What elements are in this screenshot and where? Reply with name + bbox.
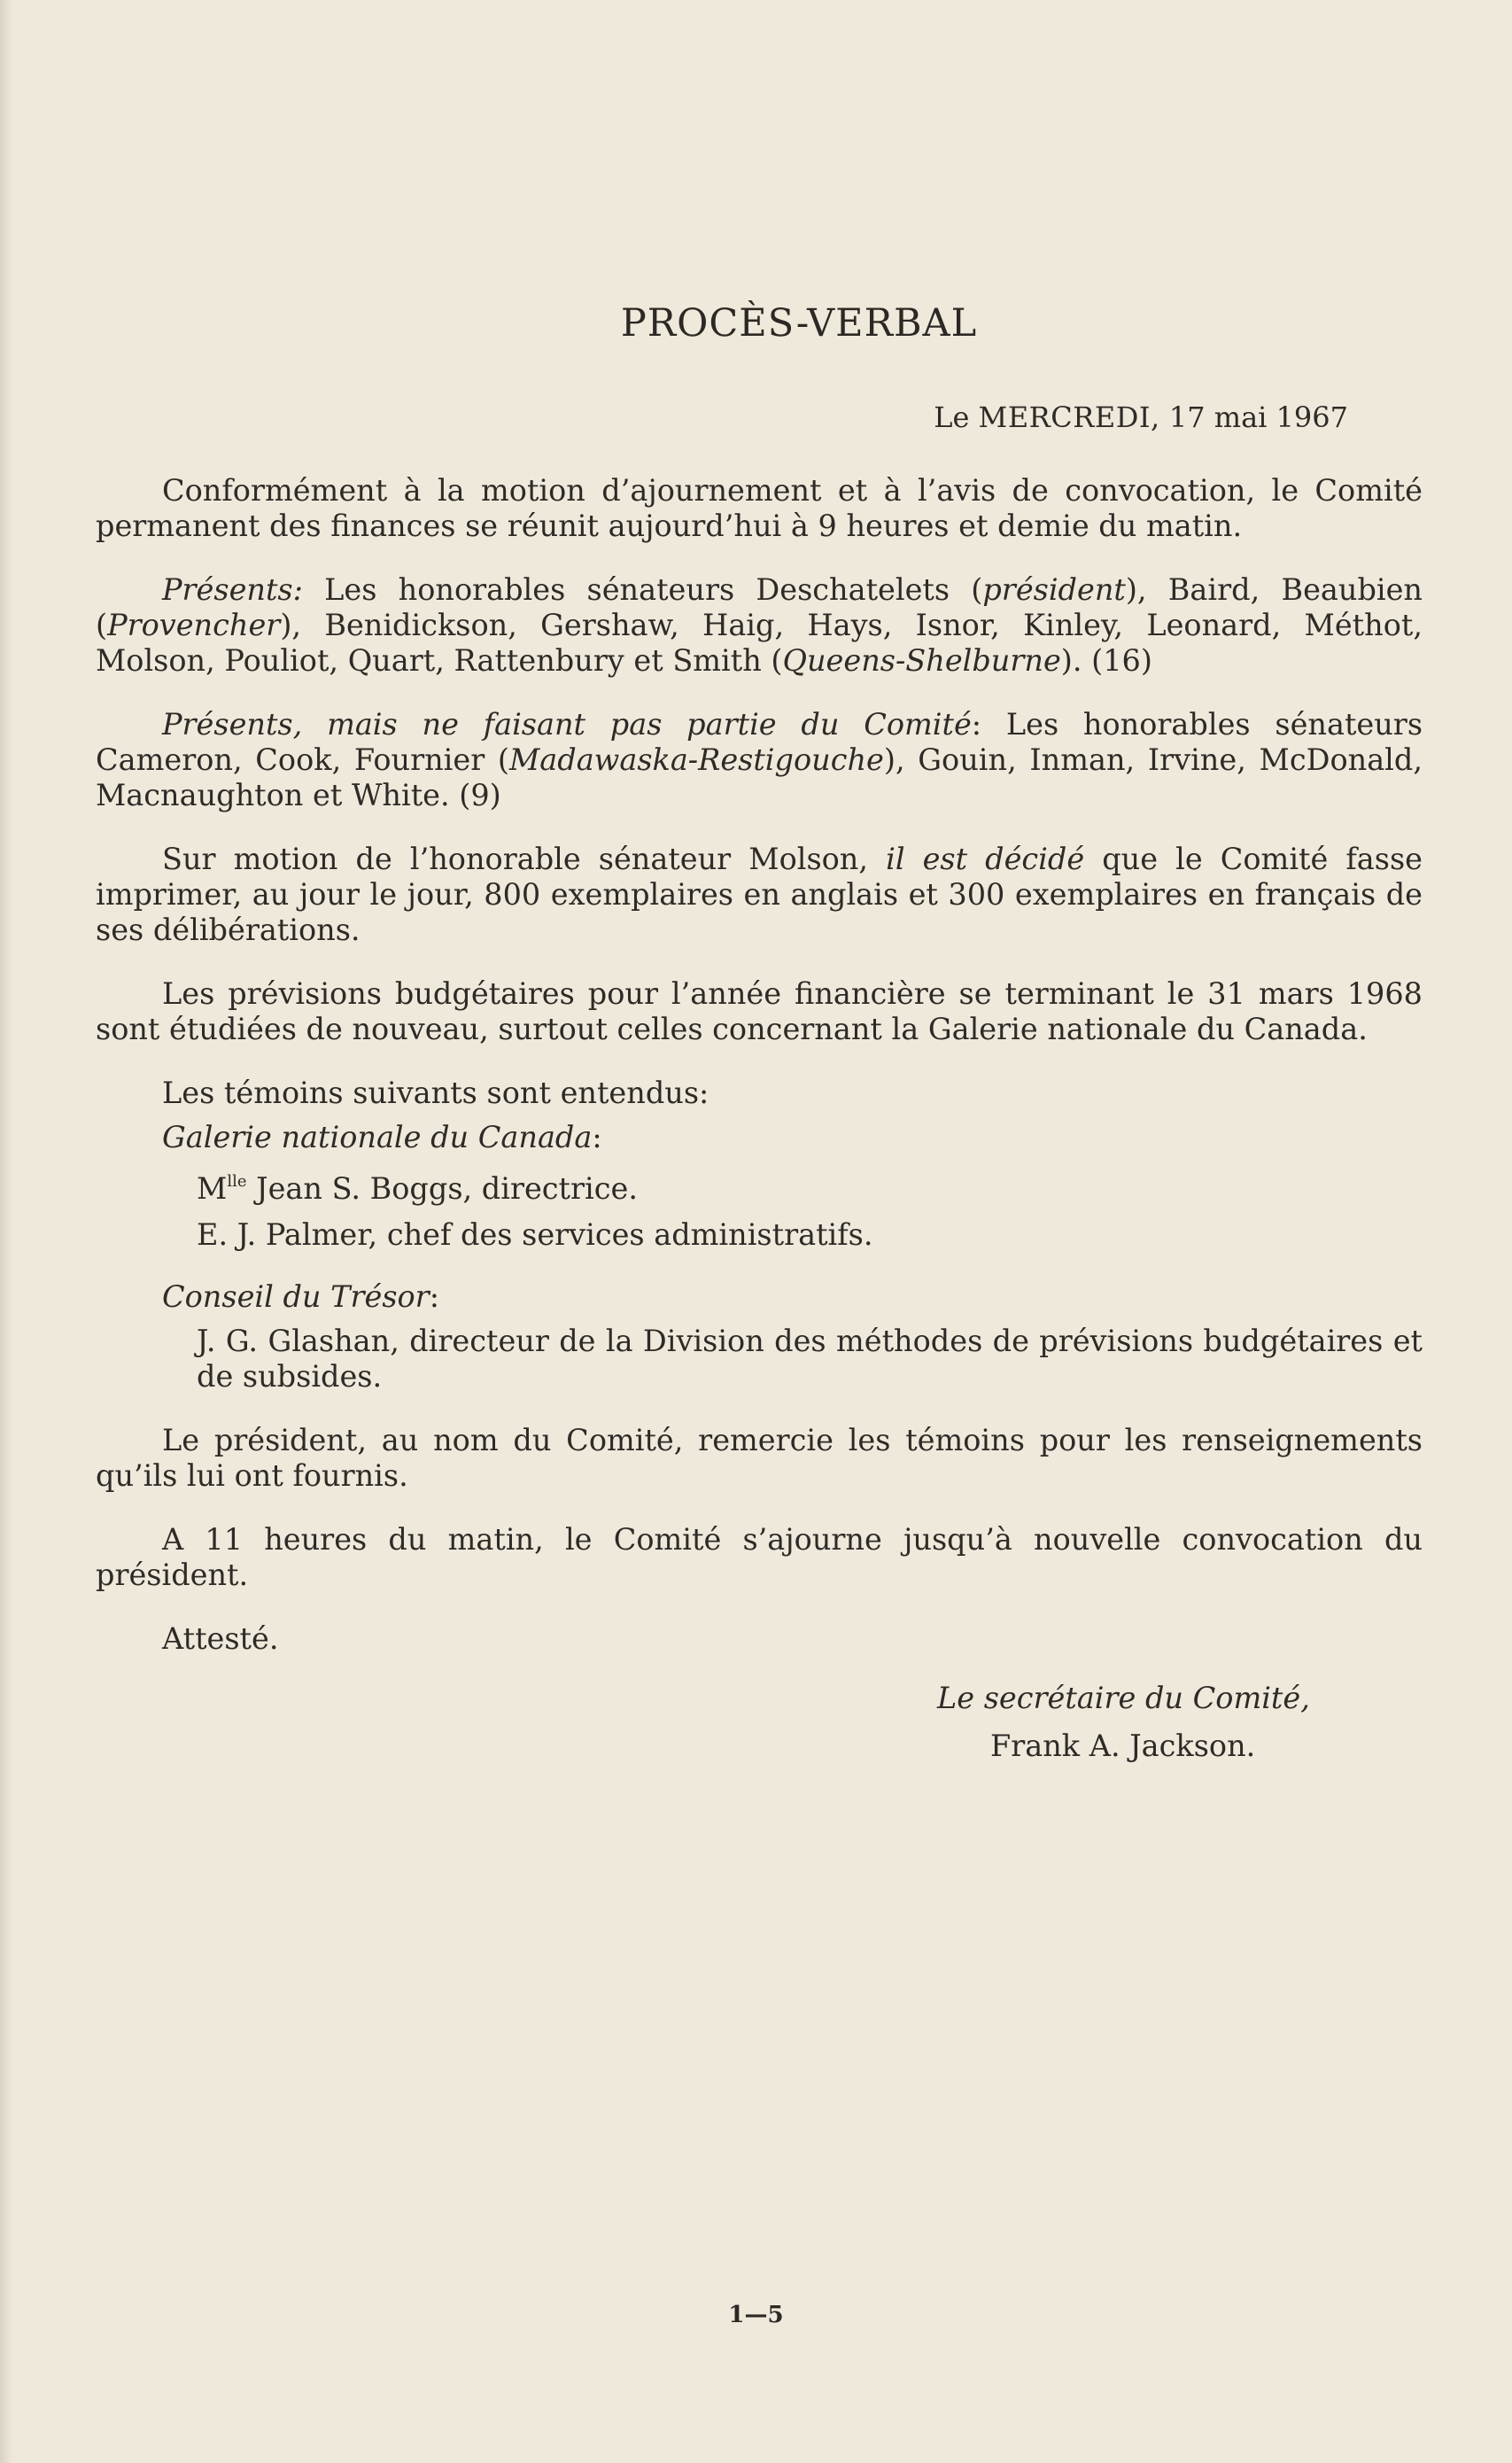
treasury-colon: : — [429, 1279, 439, 1314]
dateline-prefix: Le — [934, 400, 970, 434]
motion-decide: il est décidé — [886, 842, 1085, 876]
document-title: PROCÈS-VERBAL — [620, 301, 978, 346]
presents-text-2: ), Baird, Beaubien ( — [96, 572, 1423, 642]
treasury-label: Conseil du Trésor — [162, 1279, 430, 1314]
witness-palmer: E. J. Palmer, chef des services administratifs. — [197, 1217, 873, 1252]
paragraph-adjourn: A 11 heures du matin, le Comité s’ajourne jusqu’à nouvelle convocation du président. — [96, 1522, 1423, 1592]
gallery-colon: : — [592, 1120, 602, 1154]
treasury-heading — [162, 1279, 1423, 1315]
paragraph-nonmembers — [96, 707, 1423, 813]
presents-text-3: ), Benidickson, Gershaw, Haig, Hays, Isnor, Kinley, Leonard, Méthot, Molson, Pouliot, Quart, Rattenbury et Smith ( — [96, 608, 1423, 678]
witness-glashan: J. G. Glashan, directeur de la Division des méthodes de prévisions budgétaires et de subsides. — [197, 1324, 1423, 1394]
gallery-heading — [162, 1120, 1423, 1155]
paragraph-estimates: Les prévisions budgétaires pour l’année financière se terminant le 31 mars 1968 sont étudiées de nouveau, surtout celles concernant la Galerie nationale du Canada. — [96, 976, 1423, 1046]
presents-text-1: Les honorables sénateurs Deschatelets ( — [302, 572, 983, 607]
page-number: 1—5 — [728, 2302, 784, 2328]
motion-text-2: que le Comité fasse imprimer, au jour le jour, 800 exemplaires en anglais et 300 exemplaires en français de ses délibérations. — [96, 842, 1423, 947]
presents-queens: Queens-Shelburne — [782, 643, 1061, 678]
dateline — [96, 400, 1348, 434]
witness-boggs-prefix: M — [197, 1171, 228, 1206]
witness-boggs — [197, 1164, 1423, 1207]
dateline-date: 17 mai 1967 — [1168, 400, 1348, 434]
witness-boggs-rest: Jean S. Boggs, directrice. — [246, 1171, 638, 1206]
nonmembers-text-2: ), Gouin, Inman, Irvine, McDonald, Macnaughton et White. (9) — [96, 742, 1423, 812]
witness-boggs-sup: lle — [227, 1172, 247, 1191]
paragraph-convocation: Conformément à la motion d’ajournement et à l’avis de convocation, le Comité permanent des finances se réunit aujourd’hui à 9 heures et demie du matin. — [96, 473, 1423, 543]
presents-president: président — [982, 572, 1126, 607]
nonmembers-madawaska: Madawaska-Restigouche — [508, 742, 884, 777]
page-edge-shadow — [0, 0, 12, 2463]
presents-provencher: Provencher — [107, 608, 281, 642]
signature-name: Frank A. Jackson. — [990, 1729, 1256, 1763]
presents-label: Présents: — [162, 572, 303, 607]
presents-text-4: ). (16) — [1060, 643, 1152, 678]
paragraph-motion — [96, 842, 1423, 948]
paragraph-thanks: Le président, au nom du Comité, remercie les témoins pour les renseignements qu’ils lui ont fournis. — [96, 1423, 1423, 1493]
nonmembers-label: Présents, mais ne faisant pas partie du Comité — [162, 707, 972, 742]
signature-title: Le secrétaire du Comité, — [937, 1681, 1310, 1715]
text-column — [96, 301, 1423, 1770]
paragraph-presents — [96, 572, 1423, 679]
nonmembers-text-1: : Les honorables sénateurs Cameron, Cook, Fournier ( — [96, 707, 1423, 777]
witnesses-intro: Les témoins suivants sont entendus: — [162, 1076, 709, 1110]
gallery-label: Galerie nationale du Canada — [162, 1120, 593, 1154]
signature-block — [937, 1674, 1423, 1770]
dateline-day: MERCREDI, — [978, 400, 1160, 434]
motion-text-1: Sur motion de l’honorable sénateur Molson, — [162, 842, 887, 876]
attest: Attesté. — [162, 1621, 279, 1656]
